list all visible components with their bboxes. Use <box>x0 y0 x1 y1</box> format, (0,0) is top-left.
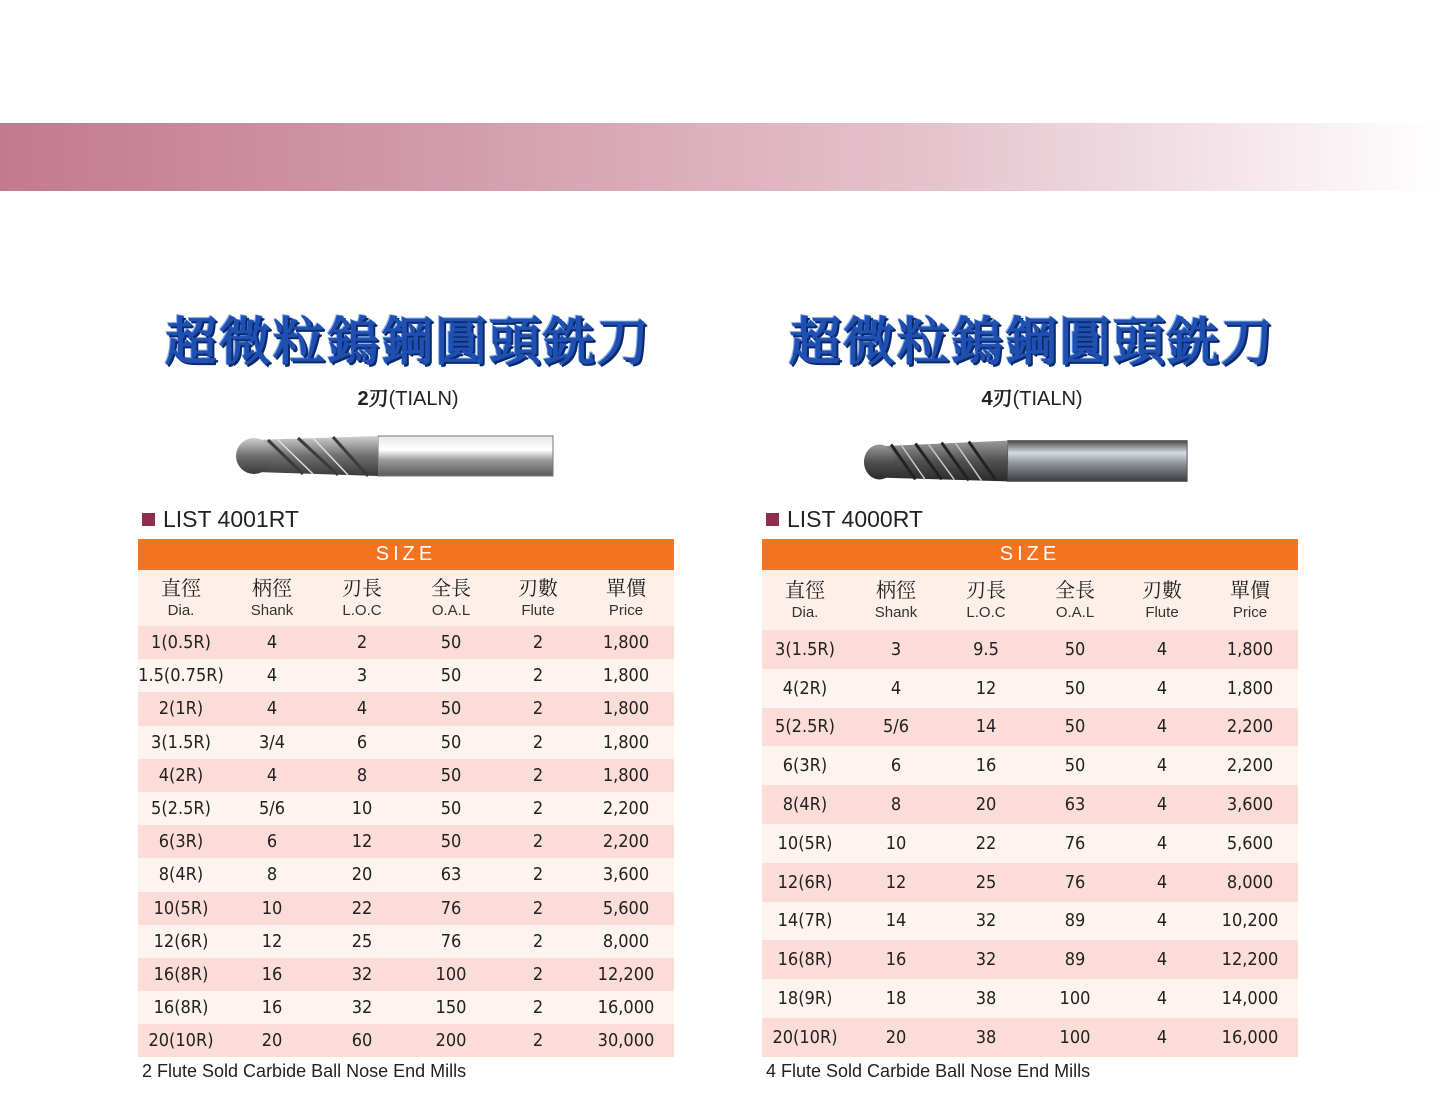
table-cell: 76 <box>1064 832 1086 854</box>
column-header <box>404 570 498 626</box>
table-body <box>138 626 674 1057</box>
table-cell: 10 <box>261 897 283 919</box>
table-cell: 50 <box>440 632 462 654</box>
product-subtitle <box>762 382 1302 411</box>
table-cell: 10(5R) <box>153 897 209 919</box>
table-row <box>138 792 674 825</box>
table-cell: 5/6 <box>258 798 286 820</box>
table-row <box>762 630 1298 669</box>
table-cell: 2 <box>532 731 544 753</box>
table-cell: 4 <box>1156 638 1168 660</box>
table-cell: 4 <box>1156 755 1168 777</box>
table-cell: 200 <box>435 1030 467 1052</box>
table-cell: 32 <box>975 949 997 971</box>
table-row <box>138 825 674 858</box>
table-row <box>138 858 674 891</box>
table-cell: 63 <box>1064 794 1086 816</box>
table-cell: 3/4 <box>258 731 286 753</box>
table-cell: 5/6 <box>882 716 910 738</box>
column-header-en: O.A.L <box>1055 604 1095 621</box>
column-header-zh: 柄徑 <box>252 576 292 600</box>
column-header-en: O.A.L <box>431 602 471 619</box>
product-title: 超微粒鎢鋼圓頭銑刀 <box>164 313 651 373</box>
coating: (TIALN) <box>1012 388 1083 410</box>
list-label <box>766 506 923 533</box>
table-cell: 14 <box>885 910 907 932</box>
table-header <box>138 570 674 626</box>
table-cell: 5(2.5R) <box>775 716 835 738</box>
table-cell: 8(4R) <box>782 794 828 816</box>
table-cell: 3 <box>890 638 902 660</box>
table-cell: 12(6R) <box>777 871 833 893</box>
product-caption: 2 Flute Sold Carbide Ball Nose End Mills <box>142 1061 467 1081</box>
table-cell: 5,600 <box>602 897 650 919</box>
table-row <box>762 824 1298 863</box>
table-cell: 10,200 <box>1221 910 1279 932</box>
column-header <box>762 570 848 630</box>
table-cell: 4 <box>1156 949 1168 971</box>
list-label <box>142 506 299 533</box>
column-header-zh: 單價 <box>606 576 646 600</box>
table-cell: 9.5 <box>973 638 999 660</box>
column-header-en: L.O.C <box>342 602 382 619</box>
table-cell: 8(4R) <box>158 864 204 886</box>
table-cell: 1,800 <box>602 632 650 654</box>
table-cell: 16,000 <box>597 997 655 1019</box>
table-cell: 12,200 <box>1221 949 1279 971</box>
table-cell: 4 <box>1156 988 1168 1010</box>
table-cell: 38 <box>975 1026 997 1048</box>
table-row <box>138 991 674 1024</box>
table-cell: 5(2.5R) <box>151 798 211 820</box>
table-cell: 4 <box>1156 910 1168 932</box>
table-cell: 50 <box>440 698 462 720</box>
table-cell: 8,000 <box>602 930 650 952</box>
table-cell: 4(2R) <box>158 764 204 786</box>
table-row <box>138 759 674 792</box>
table-cell: 20 <box>885 1026 907 1048</box>
list-marker-icon <box>766 513 779 526</box>
table-cell: 4 <box>266 764 278 786</box>
column-header-en: Dia. <box>791 604 819 621</box>
table-cell: 63 <box>440 864 462 886</box>
column-header <box>578 570 674 626</box>
table-cell: 2 <box>532 698 544 720</box>
table-cell: 50 <box>1064 677 1086 699</box>
column-header-zh: 刃長 <box>966 578 1006 602</box>
column-header <box>1122 570 1202 630</box>
table-cell: 16(8R) <box>153 997 209 1019</box>
table-cell: 5,600 <box>1226 832 1274 854</box>
table-cell: 20 <box>351 864 373 886</box>
table-cell: 1,800 <box>1226 638 1274 660</box>
table-cell: 4 <box>1156 871 1168 893</box>
table-cell: 10(5R) <box>777 832 833 854</box>
table-cell: 6(3R) <box>782 755 828 777</box>
table-row <box>138 892 674 925</box>
column-header-zh: 刃數 <box>518 576 558 600</box>
header-banner <box>0 123 1440 191</box>
column-header-en: Shank <box>874 604 918 621</box>
column-header <box>944 570 1028 630</box>
product-caption: 4 Flute Sold Carbide Ball Nose End Mills <box>766 1061 1091 1081</box>
table-cell: 32 <box>351 963 373 985</box>
table-cell: 16 <box>975 755 997 777</box>
table-cell: 12(6R) <box>153 930 209 952</box>
table-cell: 16,000 <box>1221 1026 1279 1048</box>
table-row <box>762 669 1298 708</box>
table-cell: 16(8R) <box>777 949 833 971</box>
table-cell: 1.5(0.75R) <box>138 665 224 687</box>
table-cell: 22 <box>351 897 373 919</box>
table-row <box>138 1024 674 1057</box>
table-cell: 1,800 <box>602 731 650 753</box>
column-header <box>138 570 224 626</box>
table-cell: 2,200 <box>1226 755 1274 777</box>
table-cell: 1,800 <box>602 764 650 786</box>
table-cell: 2 <box>532 798 544 820</box>
table-row <box>762 1018 1298 1057</box>
table-cell: 60 <box>351 1030 373 1052</box>
table-row <box>138 958 674 991</box>
flute-count: 4刃 <box>981 388 1013 410</box>
table-row <box>762 746 1298 785</box>
table-cell: 30,000 <box>597 1030 655 1052</box>
table-cell: 16(8R) <box>153 963 209 985</box>
table-cell: 2 <box>532 997 544 1019</box>
table-row <box>138 692 674 725</box>
table-cell: 50 <box>1064 716 1086 738</box>
column-header-zh: 柄徑 <box>876 578 916 602</box>
size-table <box>762 539 1298 1057</box>
table-cell: 22 <box>975 832 997 854</box>
table-cell: 2 <box>532 864 544 886</box>
table-cell: 50 <box>1064 638 1086 660</box>
table-cell: 2 <box>356 632 368 654</box>
table-cell: 50 <box>440 764 462 786</box>
table-cell: 6 <box>266 831 278 853</box>
column-header <box>1028 570 1122 630</box>
table-cell: 50 <box>440 665 462 687</box>
table-row <box>762 979 1298 1018</box>
table-cell: 20(10R) <box>772 1026 838 1048</box>
column-header-en: L.O.C <box>966 604 1006 621</box>
table-cell: 2 <box>532 665 544 687</box>
flute-count: 2刃 <box>357 388 389 410</box>
table-cell: 1(0.5R) <box>151 632 211 654</box>
table-cell: 2 <box>532 963 544 985</box>
table-row <box>762 785 1298 824</box>
column-header <box>224 570 320 626</box>
table-cell: 50 <box>440 798 462 820</box>
table-cell: 4 <box>266 665 278 687</box>
column-header <box>1202 570 1298 630</box>
table-cell: 2,200 <box>602 831 650 853</box>
table-cell: 8 <box>890 794 902 816</box>
table-row <box>138 925 674 958</box>
ball-nose-end-mill-2-flute-image <box>228 432 558 482</box>
column-header <box>498 570 578 626</box>
table-cell: 2 <box>532 632 544 654</box>
table-cell: 1,800 <box>602 665 650 687</box>
list-marker-icon <box>142 513 155 526</box>
table-cell: 3,600 <box>602 864 650 886</box>
table-cell: 50 <box>440 831 462 853</box>
column-header-zh: 全長 <box>1055 578 1095 602</box>
table-cell: 8 <box>266 864 278 886</box>
table-cell: 14(7R) <box>777 910 833 932</box>
table-cell: 2 <box>532 897 544 919</box>
column-header <box>320 570 404 626</box>
column-header-en: Shank <box>250 602 294 619</box>
column-header-en: Flute <box>1145 604 1179 621</box>
table-cell: 4 <box>890 677 902 699</box>
table-cell: 100 <box>1059 988 1091 1010</box>
table-cell: 4 <box>356 698 368 720</box>
table-cell: 16 <box>261 963 283 985</box>
table-header <box>762 570 1298 630</box>
table-cell: 18 <box>885 988 907 1010</box>
table-cell: 76 <box>1064 871 1086 893</box>
table-cell: 25 <box>975 871 997 893</box>
product-panel-4-flute <box>762 290 1302 1090</box>
size-header: SIZE <box>138 539 674 570</box>
table-cell: 3(1.5R) <box>775 638 835 660</box>
table-cell: 32 <box>975 910 997 932</box>
table-row <box>138 659 674 692</box>
table-cell: 4 <box>266 698 278 720</box>
table-cell: 4(2R) <box>782 677 828 699</box>
table-row <box>762 708 1298 747</box>
table-cell: 4 <box>1156 716 1168 738</box>
table-cell: 2 <box>532 764 544 786</box>
table-cell: 50 <box>1064 755 1086 777</box>
table-cell: 89 <box>1064 949 1086 971</box>
coating: (TIALN) <box>388 388 459 410</box>
table-cell: 6 <box>356 731 368 753</box>
table-cell: 10 <box>351 798 373 820</box>
table-cell: 2,200 <box>1226 716 1274 738</box>
ball-nose-end-mill-4-flute-image <box>862 436 1192 486</box>
table-cell: 12,200 <box>597 963 655 985</box>
table-cell: 4 <box>1156 832 1168 854</box>
table-cell: 8 <box>356 764 368 786</box>
column-header-zh: 直徑 <box>161 576 201 600</box>
table-cell: 20 <box>261 1030 283 1052</box>
table-cell: 100 <box>1059 1026 1091 1048</box>
table-cell: 4 <box>1156 794 1168 816</box>
product-panel-2-flute <box>138 290 678 1090</box>
table-row <box>762 940 1298 979</box>
table-cell: 6 <box>890 755 902 777</box>
table-cell: 2 <box>532 1030 544 1052</box>
table-cell: 4 <box>266 632 278 654</box>
table-cell: 16 <box>885 949 907 971</box>
size-header: SIZE <box>762 539 1298 570</box>
table-cell: 2(1R) <box>158 698 204 720</box>
column-header-en: Flute <box>521 602 555 619</box>
column-header-en: Price <box>1232 604 1268 621</box>
size-table <box>138 539 674 1057</box>
table-body <box>762 630 1298 1057</box>
table-cell: 3,600 <box>1226 794 1274 816</box>
column-header-en: Dia. <box>167 602 195 619</box>
table-cell: 14 <box>975 716 997 738</box>
table-cell: 50 <box>440 731 462 753</box>
column-header <box>848 570 944 630</box>
table-cell: 76 <box>440 897 462 919</box>
table-cell: 2 <box>532 831 544 853</box>
table-cell: 12 <box>351 831 373 853</box>
table-cell: 18(9R) <box>777 988 833 1010</box>
table-cell: 38 <box>975 988 997 1010</box>
product-subtitle <box>138 382 678 411</box>
table-cell: 3 <box>356 665 368 687</box>
table-cell: 100 <box>435 963 467 985</box>
table-cell: 3(1.5R) <box>151 731 211 753</box>
table-cell: 8,000 <box>1226 871 1274 893</box>
column-header-zh: 單價 <box>1230 578 1270 602</box>
table-cell: 16 <box>261 997 283 1019</box>
table-cell: 14,000 <box>1221 988 1279 1010</box>
table-cell: 76 <box>440 930 462 952</box>
product-title: 超微粒鎢鋼圓頭銑刀 <box>788 313 1275 373</box>
table-cell: 20(10R) <box>148 1030 214 1052</box>
column-header-zh: 直徑 <box>785 578 825 602</box>
table-row <box>138 626 674 659</box>
list-number: LIST 4000RT <box>787 506 923 532</box>
table-cell: 10 <box>885 832 907 854</box>
table-cell: 89 <box>1064 910 1086 932</box>
table-cell: 32 <box>351 997 373 1019</box>
table-row <box>762 902 1298 941</box>
table-cell: 4 <box>1156 677 1168 699</box>
column-header-zh: 刃數 <box>1142 578 1182 602</box>
column-header-en: Price <box>608 602 644 619</box>
table-cell: 4 <box>1156 1026 1168 1048</box>
column-header-zh: 刃長 <box>342 576 382 600</box>
table-cell: 150 <box>435 997 467 1019</box>
table-cell: 2 <box>532 930 544 952</box>
table-cell: 2,200 <box>602 798 650 820</box>
table-row <box>138 726 674 759</box>
table-cell: 25 <box>351 930 373 952</box>
table-row <box>762 863 1298 902</box>
table-cell: 6(3R) <box>158 831 204 853</box>
list-number: LIST 4001RT <box>163 506 299 532</box>
table-cell: 12 <box>261 930 283 952</box>
table-cell: 1,800 <box>1226 677 1274 699</box>
table-cell: 12 <box>885 871 907 893</box>
table-cell: 12 <box>975 677 997 699</box>
table-cell: 20 <box>975 794 997 816</box>
table-cell: 1,800 <box>602 698 650 720</box>
column-header-zh: 全長 <box>431 576 471 600</box>
